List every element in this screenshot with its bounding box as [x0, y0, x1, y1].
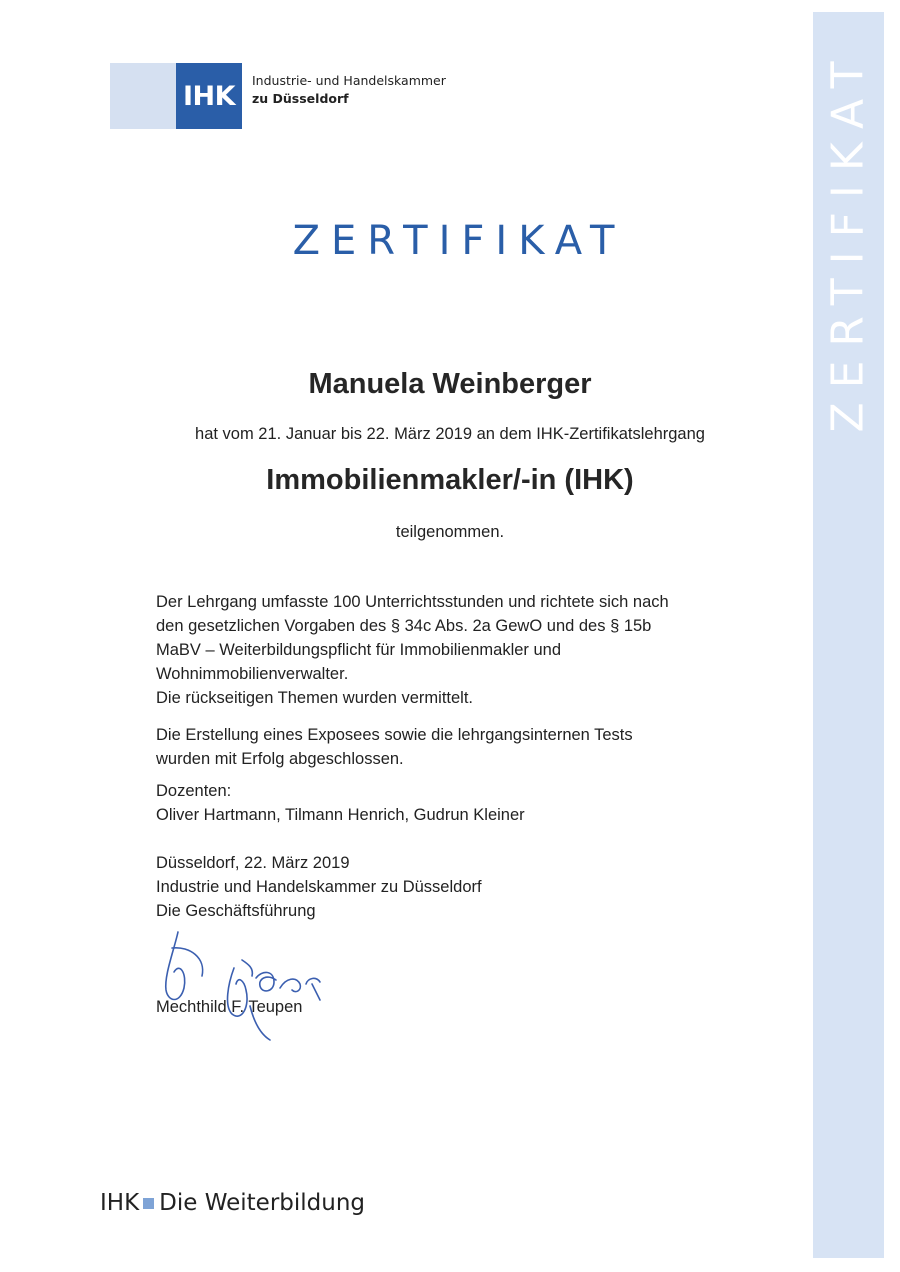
text-line: Wohnimmobilienverwalter. [156, 665, 349, 683]
recipient-name: Manuela Weinberger [308, 368, 592, 400]
text-line: Die Erstellung eines Exposees sowie die lehrgangsinternen Tests [156, 726, 633, 744]
issuer-department: Die Geschäftsführung [156, 902, 316, 920]
handwritten-signature [150, 928, 350, 1048]
certificate-title: ZERTIFIKAT [292, 218, 626, 264]
course-name: Immobilienmakler/-in (IHK) [266, 464, 634, 496]
logo-chamber-name: Industrie- und Handelskammer [252, 73, 446, 88]
footer-square-icon [143, 1198, 154, 1209]
ihk-logo [110, 63, 446, 129]
logo-mark: IHK [176, 63, 242, 129]
logo-pale-square [110, 63, 176, 129]
footer-brand-mark: IHK [100, 1190, 140, 1216]
lecturers-names: Oliver Hartmann, Tilmann Henrich, Gudrun Kleiner [156, 806, 525, 824]
text-line: MaBV – Weiterbildungspflicht für Immobilienmakler und [156, 641, 562, 659]
text-line: wurden mit Erfolg abgeschlossen. [156, 750, 404, 768]
side-watermark-text: ZERTIFIKAT [822, 47, 874, 433]
text-line: den gesetzlichen Vorgaben des § 34c Abs. 2a GewO und des § 15b [156, 617, 652, 635]
footer-brand [100, 1190, 365, 1216]
text-line: Der Lehrgang umfasste 100 Unterrichtsstunden und richtete sich nach [156, 593, 669, 611]
signer-name: Mechthild F. Teupen [156, 998, 303, 1016]
logo-chamber-city: zu Düsseldorf [252, 91, 349, 106]
text-line: Die rückseitigen Themen wurden vermittelt. [156, 689, 473, 707]
participated-text: teilgenommen. [395, 523, 505, 541]
course-description [156, 590, 776, 710]
lecturers-label: Dozenten: [156, 782, 232, 800]
place-date: Düsseldorf, 22. März 2019 [156, 854, 350, 872]
footer-brand-text: Die Weiterbildung [159, 1190, 366, 1216]
issuer-name: Industrie und Handelskammer zu Düsseldorf [156, 878, 482, 896]
intro-text: hat vom 21. Januar bis 22. März 2019 an dem IHK-Zertifikatslehrgang [195, 425, 705, 443]
lecturers [156, 779, 776, 827]
completion-note [156, 723, 776, 771]
